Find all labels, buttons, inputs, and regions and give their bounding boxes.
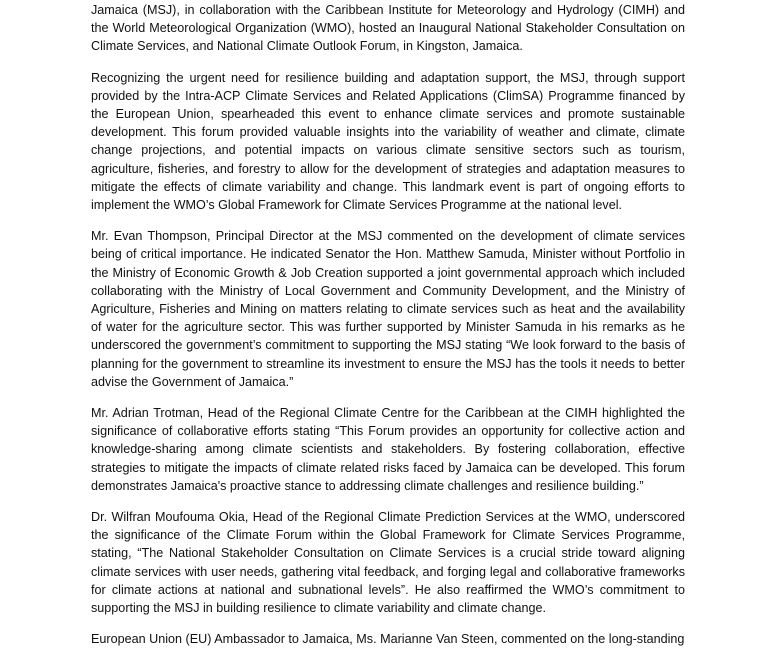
paragraph-wilfran-moufouma-okia: Dr. Wilfran Moufouma Okia, Head of the Regional Climate Prediction Services at the WMO, underscored the significance of the Climate Forum within the Global Framework for Climate Services Programme, stating, “The National Stakeholder Consultation on Climate Services is a crucial stride toward aligning climate services with user needs, gathering vital feedback, and forging legal and collaborative frameworks for climate actions at national and subnational levels”. He also reaffirmed the WMO’s commitment to supporting the MSJ in building resilience to climate variability and climate change. — [91, 510, 685, 616]
paragraph-resilience-support: Recognizing the urgent need for resilience building and adaptation support, the MSJ, through support provided by the Intra-ACP Climate Services and Related Applications (ClimSA) Programme financed by the European Union, spearheaded this event to enhance climate services and promote sustainable development. This forum provided valuable insights into the variability of weather and climate, climate change projections, and potential impacts on various climate sensitive sectors such as tourism, agriculture, fisheries, and forestry to allow for the development of strategies and adaptation measures to mitigate the effects of climate variability and change. This landmark event is part of ongoing efforts to implement the WMO’s Global Framework for Climate Services Programme at the national level. — [91, 70, 685, 213]
document-body — [91, 1, 685, 662]
paragraph-forum-hosting: Jamaica (MSJ), in collaboration with the Caribbean Institute for Meteorology and Hydrology (CIMH) and the World Meteorological Organization (WMO), hosted an Inaugural National Stakeholder Consultation on Climate Services, and National Climate Outlook Forum, in Kingston, Jamaica. — [91, 3, 685, 54]
paragraph-evan-thompson: Mr. Evan Thompson, Principal Director at the MSJ commented on the development of climate services being of critical importance. He indicated Senator the Hon. Matthew Samuda, Minister without Portfolio in the Ministry of Economic Growth & Job Creation supported a joint governmental approach which included collaborating with the Ministry of Local Government and Community Development, and the Ministry of Agriculture, Fisheries and Mining on matters relating to climate services such as heat and the availability of water for the agriculture sector. This was further supported by Minister Samuda in his remarks as he underscored the government’s commitment to supporting the MSJ stating “We look forward to the basis of planning for the government to streamline its investment to ensure the MSJ has the tools it needs to better advise the Government of Jamaica.” — [91, 229, 685, 389]
paragraph-eu-ambassador: European Union (EU) Ambassador to Jamaica, Ms. Marianne Van Steen, commented on the long-standing — [91, 632, 685, 647]
paragraph-adrian-trotman: Mr. Adrian Trotman, Head of the Regional Climate Centre for the Caribbean at the CIMH highlighted the significance of collaborative efforts stating “This Forum provides an opportunity for collective action and knowledge-sharing among climate scientists and stakeholders. By fostering collaboration, effective strategies to mitigate the impacts of climate related risks faced by Jamaica can be developed. This forum demonstrates Jamaica's proactive stance to addressing climate challenges and resilience building.” — [91, 406, 685, 493]
